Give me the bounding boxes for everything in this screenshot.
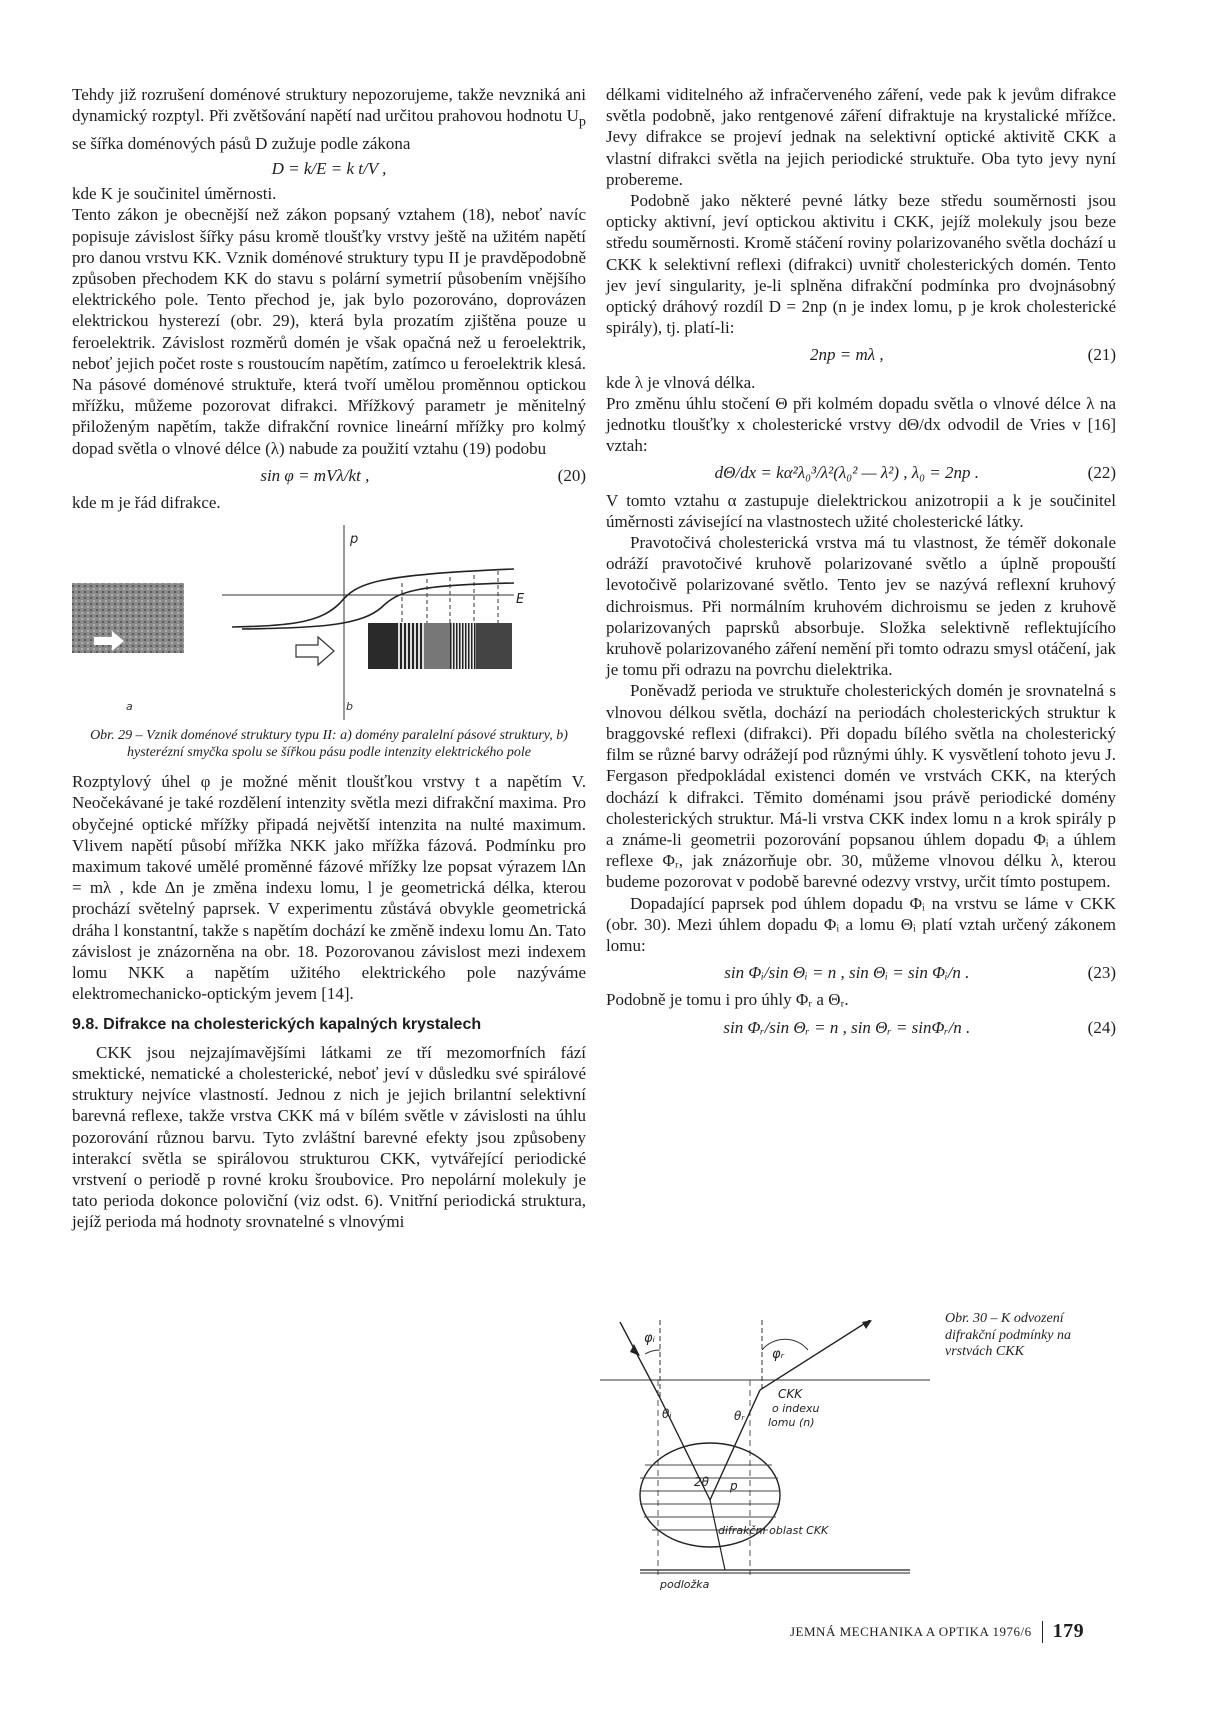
page-footer [790, 1620, 1084, 1643]
right-column [606, 84, 1116, 1044]
label-ckk: CKK [778, 1387, 803, 1401]
equation-21: 2np = mλ , (21) [810, 345, 1116, 365]
page-number: 179 [1052, 1620, 1085, 1642]
arrowhead-icon [630, 1344, 640, 1356]
paragraph: Rozptylový úhel φ je možné měnit tloušťkou vrstvy t a napětím V. Neočekávané je také rozdělení intenzity světla mezi difrakční maxima. Pro obyčejné optické mřížky připadá největší intenzita na nulté maximum. Vlivem napětí působí mřížka NKK jako mřížka fázová. Podmínku pro maximum takové umělé proměnné fázové mřížky lze popsat výrazem lΔn = mλ , kde Δn je změna indexu lomu, l je geometrická délka, kterou prochází světelný paprsek. V experimentu zůstává obvykle geometrická dráha l konstantní, takže s napětím dochází ke změně indexu lomu Δn. Tato závislost je znázorněna na obr. 18. Pozorovanou závislost mezi indexem lomu NKK a napětím užitého elektrického pole nazýváme elektromechanicko-optickým jevem [14]. [72, 772, 586, 1004]
figure-29-caption: Obr. 29 – Vznik doménové struktury typu II: a) domény paralelní pásové struktury, b) hysterézní smyčka spolu se šířkou pásu podle intenzity elektrického pole [90, 728, 568, 760]
paragraph: Pravotočivá cholesterická vrstva má tu vlastnost, že téměř dokonale odráží pravotočivé kruhově polarizované světlo a úplně propouští levotočivě polarizované světlo. Tento jev se nazývá reflexní kruhový dichroismus. Při normálním kruhovém dichroismu se jeden z kruhově polarizovaných paprsků absorbuje. Složka selektivně reflektujícího kruhově polarizovaného záření nemění při tomto odrazu smysl otáčení, jak je tomu při odrazu na povrchu dielektrika. [606, 533, 1116, 680]
paragraph: Dopadající paprsek pod úhlem dopadu Φᵢ na vrstvu se láme v CKK (obr. 30). Mezi úhlem dopadu Φᵢ a lomu Θᵢ platí vztah určený zákonem lomu: [606, 893, 1116, 955]
panel-label-a: a [126, 700, 133, 714]
paragraph: délkami viditelného až infračerveného záření, vede pak k jevům difrakce světla podobně, jako rentgenové záření difraktuje na krystalické mřížce. Jevy difrakce se projeví jednak na selektivní optické aktivitě CKK a vlastní difrakci světla na jejich periodické struktuře. Oba tyto jevy nyní probereme. [606, 85, 1116, 189]
equation-23: sin Φᵢ/sin Θᵢ = n , sin Θᵢ = sin Φᵢ/n . (23) [724, 963, 1116, 983]
label-diffraction-region: difrakční oblast CKK [718, 1524, 829, 1537]
hysteresis-curve-lower [242, 583, 514, 629]
outline-arrow-icon [296, 637, 334, 665]
label-index: o indexu [772, 1402, 820, 1415]
label-theta-r: θᵣ [734, 1409, 745, 1423]
stripe-block [368, 623, 398, 669]
paragraph: Tento zákon je obecnější než zákon popsaný vztahem (18), neboť navíc popisuje závislost šířky pásu kromě tloušťky vrstvy ještě na užitém napětí pro danou vrstvu KK. Vznik doménové struktury typu II je pravděpodobně způsoben přechodem KK do stavu s polární symetrií působením vnějšího elektrického pole. Tento přechod je, jak bylo pozorováno, doprovázen elektrickou hysterezí (obr. 29), která byla prozatím zjištěna pouze u feroelektrik. Závislost rozměrů domén je však opačná než u feroelektrik, neboť jejich počet roste s roustoucím napětím, zatímco u feroelektrik klesá. Na pásové doménové struktuře, která tvoří umělou proměnnou optickou mřížku, můžeme pozorovat difrakci. Mřížkový parametr je měnitelný přiloženým napětím, takže difrakční rovnice lineární mřížky pro kolmý dopad světla o vlnové délce (λ) nabude za použití vztahu (19) podobu [72, 205, 586, 458]
paragraph: Pro změnu úhlu stočení Θ při kolmém dopadu světla o vlnové délce λ na jednotku tloušťky x cholesterické vrstvy dΘ/dx odvodil de Vries v [16] vztah: [606, 393, 1116, 456]
hysteresis-curve-upper [232, 569, 514, 627]
axis-label-p: p [350, 532, 359, 548]
paragraph: CKK jsou nejzajímavějšími látkami ze tří mezomorfních fází smektické, nematické a cholesterické, neboť jeví v důsledku své spirálové struktury nejvíce vlastností. Jednou z nich je jejich brilantní selektivní barevná reflexe, takže vrstva CKK má v bílém světle v závislosti na úhlu pozorování různou barvu. Tyto zvláštní barevné efekty jsou způsobeny interakcí světla se spirálovou strukturou CKK, vytvářející periodické vrstvení o periodě p rovné kroku šroubovice. Pro nepolární molekuly je tato perioda dokonce poloviční (viz odst. 6). Vnitřní periodická struktura, jejíž perioda má hodnoty srovnatelné s vlnovými [72, 1042, 586, 1232]
label-p: p [730, 1479, 738, 1493]
figure-30-caption: Obr. 30 – K odvození difrakční podmínky na vrstvách CKK [945, 1311, 1071, 1359]
paragraph: Tehdy již rozrušení doménové struktury nepozorujeme, takže nevzniká ani dynamický rozptyl. Při zvětšování napětí nad určitou prahovou hodnotu $U_p$ se šířka doménových pásů D zužuje podle zákona [72, 85, 586, 153]
equation-24: sin Φᵣ/sin Θᵣ = n , sin Θᵣ = sinΦᵣ/n . (24) [723, 1017, 1116, 1037]
label-lomu: lomu (n) [768, 1416, 815, 1429]
divider [1042, 1621, 1043, 1643]
figure-30 [600, 1320, 930, 1590]
left-column [72, 84, 586, 1233]
stripe-block [476, 623, 512, 669]
paragraph: kde K je součinitel úměrnosti. [72, 184, 277, 204]
label-2theta: 2θ [694, 1475, 709, 1489]
panel-label-b: b [346, 700, 353, 714]
stripe-block [398, 623, 424, 669]
label-substrate: podložka [660, 1578, 710, 1590]
paragraph: Podobně jako některé pevné látky beze středu souměrnosti jsou opticky aktivní, jeví optickou aktivitu i CKK, jejíž molekuly jsou beze středu souměrnosti. Kromě stáčení roviny polarizovaného světla dochází u CKK k selektivní reflexi (difrakci) uvnitř cholesterických domén. Tento jev jeví singularity, je-li splněna difrakční podmínka pro dvojnásobný optický dráhový rozdíl D = 2np (n je index lomu, p je krok cholesterické spirály), tj. platí-li: [606, 191, 1116, 338]
figure-29-graphic [72, 525, 586, 720]
section-heading: 9.8. Difrakce na cholesterických kapalných krystalech [72, 1016, 482, 1034]
paragraph: kde λ je vlnová délka. [606, 372, 756, 392]
equation-d: D = k/E = k t/V , [271, 159, 387, 178]
figure-29 [72, 525, 586, 720]
paragraph: Poněvadž perioda ve struktuře cholesterických domén je srovnatelná s vlnovou délkou světla, dochází na periodách cholesterických struktur k braggovské reflexi (difrakci). Při dopadu bílého světla na cholesterický film se různé barvy odrážejí pod různými úhly. K vysvětlení tohoto jevu J. Fergason předpokládal existenci domén ve vrstvách CKK, na kterých dochází k difrakci. Těmito doménami jsou právě periodické domény cholesterických struktur. Má-li vrstva CKK index lomu n a krok spirály p a známe-li geometrii pozorování popsanou úhlem dopadu Φᵢ a úhlem reflexe Φᵣ, jak znázorňuje obr. 30, můžeme vlnovou délku λ, kterou budeme pozorovat v podobě barevné odezvy vrstvy, určit tímto postupem. [606, 681, 1116, 892]
journal-name: JEMNÁ MECHANIKA A OPTIKA 1976/6 [790, 1623, 1032, 1639]
label-phi-i: φᵢ [644, 1331, 655, 1346]
axis-label-e: E [516, 592, 525, 608]
paragraph: kde m je řád difrakce. [72, 493, 221, 513]
domain-texture [72, 583, 184, 653]
paragraph: Podobně je tomu i pro úhly Φᵣ a Θᵣ. [606, 990, 849, 1010]
arrowhead-icon [862, 1320, 872, 1329]
paragraph: V tomto vztahu α zastupuje dielektrickou anizotropii a k je součinitel úměrnosti závisející na vlastnostech užité cholesterické látky. [606, 490, 1116, 531]
stripe-block [424, 623, 450, 669]
label-phi-r: φᵣ [772, 1347, 784, 1362]
stripe-block [450, 623, 476, 669]
equation-22: dΘ/dx = kα²λ₀³/λ²(λ₀² — λ²) , λ₀ = 2np . (22) [714, 463, 1116, 483]
equation-20: sin φ = mVλ/kt , (20) [260, 465, 586, 485]
label-theta-i: θᵢ [662, 1407, 672, 1421]
